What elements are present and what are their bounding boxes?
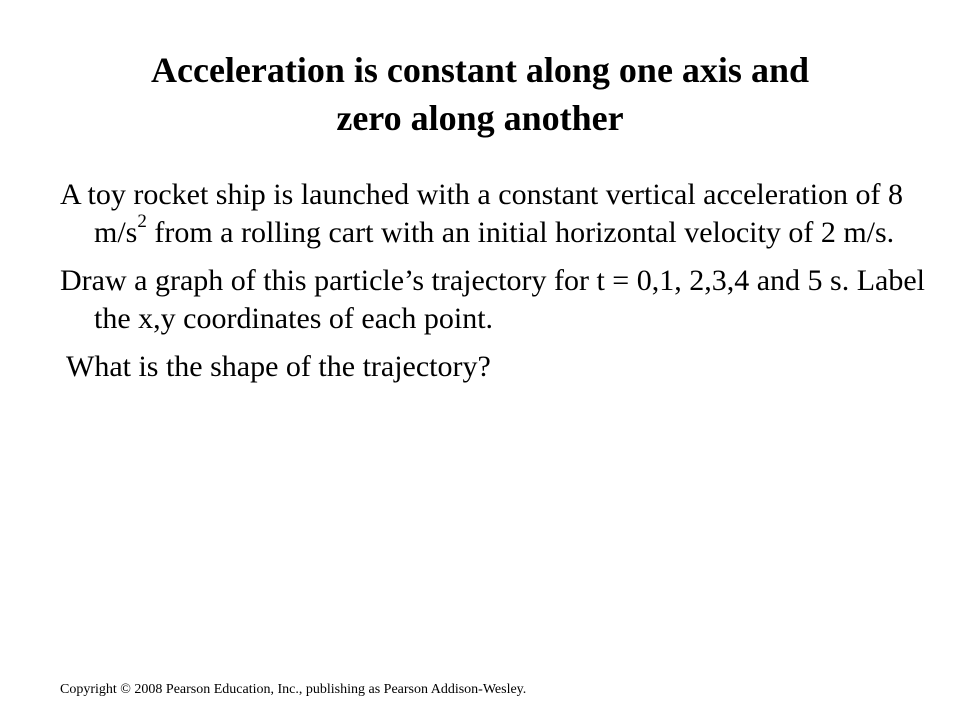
title-line-1: Acceleration is constant along one axis and	[150, 50, 809, 90]
title-line-2: zero along another	[336, 98, 624, 138]
problem-statement	[60, 176, 930, 252]
trajectory-question: What is the shape of the trajectory?	[66, 350, 491, 383]
graph-instruction: Draw a graph of this particle’s trajectory for t = 0,1, 2,3,4 and 5 s. Label the x,y coordinates of each point.	[60, 264, 925, 335]
slide-title	[60, 46, 900, 142]
slide-body	[60, 176, 930, 386]
exponent: 2	[137, 211, 147, 232]
problem-text-part-1: A toy rocket ship is launched with a constant vertical acceleration of 8 m/s	[60, 178, 904, 249]
problem-text-part-2: from a rolling cart with an initial horizontal velocity of 2 m/s.	[146, 216, 895, 249]
copyright-footer: Copyright © 2008 Pearson Education, Inc., publishing as Pearson Addison-Wesley.	[60, 682, 527, 697]
